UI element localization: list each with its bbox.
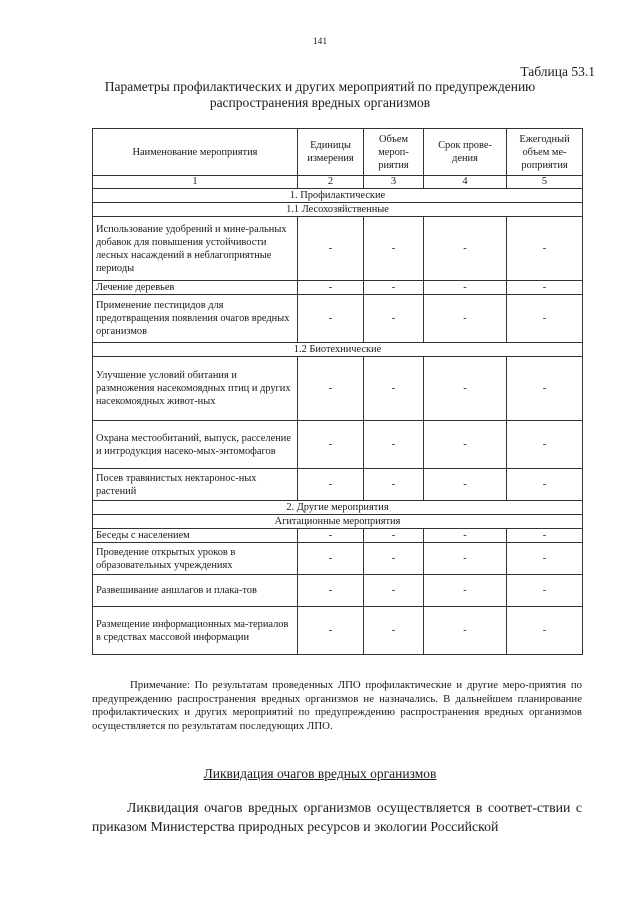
header-volume: Объем мероп-риятия [364, 129, 424, 176]
row-name: Беседы с населением [93, 529, 298, 543]
table-row [93, 469, 583, 501]
row-value: - [364, 469, 424, 501]
section-row [93, 501, 583, 515]
section-other: 2. Другие мероприятия [93, 501, 583, 515]
page-number: 141 [312, 37, 328, 47]
row-value: - [298, 217, 364, 281]
row-value: - [364, 575, 424, 607]
table-row [93, 217, 583, 281]
table-label: Таблица 53.1 [520, 64, 595, 79]
row-value: - [507, 543, 583, 575]
section-row [93, 343, 583, 357]
row-value: - [298, 421, 364, 469]
row-name: Проведение открытых уроков в образовательных учреждениях [93, 543, 298, 575]
header-activity-name: Наименование мероприятия [93, 129, 298, 176]
row-value: - [364, 295, 424, 343]
section-preventive: 1. Профилактические [93, 189, 583, 203]
table-row [93, 607, 583, 655]
table-row [93, 281, 583, 295]
row-value: - [298, 357, 364, 421]
table-row [93, 575, 583, 607]
header-timing: Срок прове-дения [424, 129, 507, 176]
row-value: - [364, 529, 424, 543]
table-row [93, 543, 583, 575]
row-name: Размещение информационных ма-териалов в средствах массовой информации [93, 607, 298, 655]
column-number: 3 [364, 176, 424, 189]
row-value: - [424, 217, 507, 281]
row-name: Охрана местообитаний, выпуск, расселение и интродукция насеко-мых-энтомофагов [93, 421, 298, 469]
row-value: - [507, 357, 583, 421]
table-header-row [93, 129, 583, 176]
row-value: - [298, 281, 364, 295]
header-annual-volume: Ежегодный объем ме-роприятия [507, 129, 583, 176]
section-heading-text: Ликвидация очагов вредных организмов [203, 766, 437, 781]
table-row [93, 529, 583, 543]
column-number-row [93, 176, 583, 189]
row-value: - [364, 217, 424, 281]
column-number: 4 [424, 176, 507, 189]
row-value: - [424, 421, 507, 469]
row-value: - [364, 607, 424, 655]
row-value: - [507, 217, 583, 281]
row-value: - [364, 281, 424, 295]
table-row [93, 295, 583, 343]
table-row [93, 357, 583, 421]
section-biotechnical: 1.2 Биотехнические [93, 343, 583, 357]
table-row [93, 421, 583, 469]
table-note: Примечание: По результатам проведенных ЛПО профилактические и другие меро-приятия по предупреждению распространения вредных организмов не назначались. В дальнейшем планирование профилактических и других мероприятий по предупреждению распространения вредных организмов осуществляется по результатам последующих ЛПО. [92, 679, 582, 732]
row-value: - [507, 607, 583, 655]
row-value: - [507, 529, 583, 543]
section-row [93, 515, 583, 529]
section-agitation: Агитационные мероприятия [93, 515, 583, 529]
table-title: Параметры профилактических и других мероприятий по предупреждению распространения вредных организмов [104, 79, 536, 110]
row-value: - [507, 281, 583, 295]
section-forestry: 1.1 Лесохозяйственные [93, 203, 583, 217]
column-number: 1 [93, 176, 298, 189]
row-value: - [364, 357, 424, 421]
row-value: - [424, 281, 507, 295]
row-value: - [364, 421, 424, 469]
row-value: - [298, 607, 364, 655]
row-value: - [298, 469, 364, 501]
section-heading [0, 766, 640, 782]
row-name: Лечение деревьев [93, 281, 298, 295]
section-row [93, 203, 583, 217]
row-value: - [424, 529, 507, 543]
row-value: - [424, 543, 507, 575]
row-name: Посев травянистых нектаронос-ных растений [93, 469, 298, 501]
column-number: 2 [298, 176, 364, 189]
row-value: - [298, 295, 364, 343]
row-name: Развешивание аншлагов и плака-тов [93, 575, 298, 607]
row-value: - [424, 469, 507, 501]
section-row [93, 189, 583, 203]
row-value: - [364, 543, 424, 575]
row-value: - [298, 575, 364, 607]
row-name: Улучшение условий обитания и размножения насекомоядных птиц и других насекомоядных живот-ных [93, 357, 298, 421]
row-value: - [298, 543, 364, 575]
row-value: - [507, 421, 583, 469]
parameters-table [92, 128, 583, 655]
row-name: Использование удобрений и мине-ральных добавок для повышения устойчивости лесных насаждений в неблагоприятные периоды [93, 217, 298, 281]
column-number: 5 [507, 176, 583, 189]
header-units: Единицы измерения [298, 129, 364, 176]
row-value: - [424, 575, 507, 607]
row-value: - [507, 295, 583, 343]
body-paragraph: Ликвидация очагов вредных организмов осуществляется в соответ-ствии с приказом Министерства природных ресурсов и экологии Российской [92, 800, 582, 834]
row-value: - [424, 295, 507, 343]
row-value: - [424, 607, 507, 655]
row-name: Применение пестицидов для предотвращения появления очагов вредных организмов [93, 295, 298, 343]
row-value: - [298, 529, 364, 543]
row-value: - [424, 357, 507, 421]
row-value: - [507, 575, 583, 607]
row-value: - [507, 469, 583, 501]
